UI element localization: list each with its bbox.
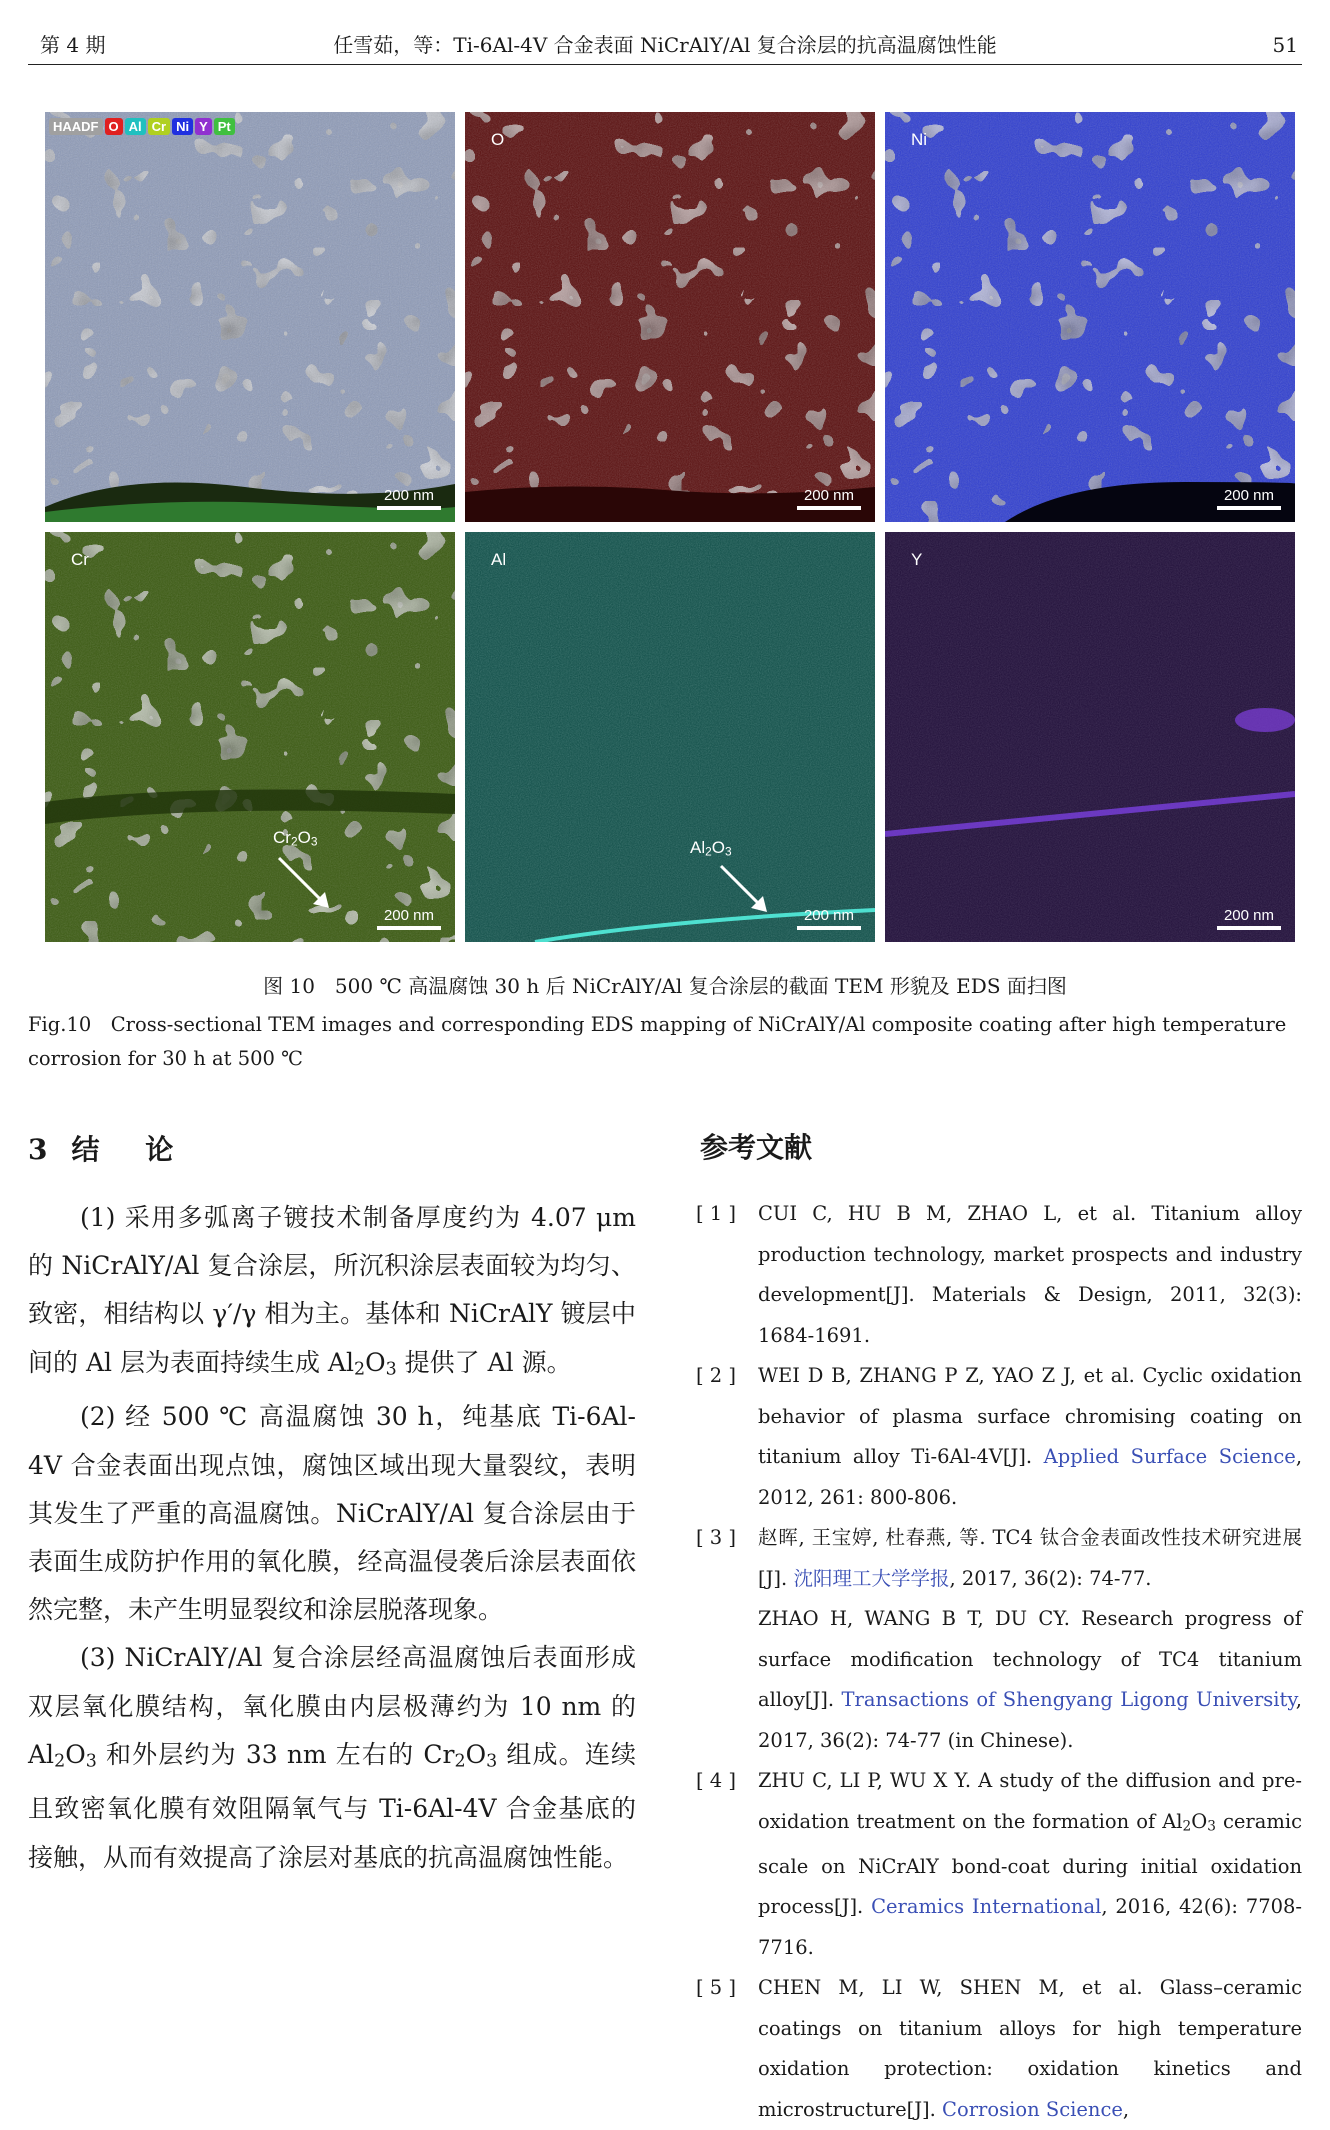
- chromium-map-image: [45, 532, 455, 942]
- reference-number: [ 3 ]: [696, 1526, 737, 1549]
- page-number: 51: [1272, 33, 1298, 57]
- references-heading: 参考文献: [700, 1131, 813, 1164]
- text-run: O: [65, 1739, 86, 1769]
- scale-bar: [797, 487, 861, 510]
- element-legend: [49, 118, 235, 135]
- panel-label: Ni: [911, 130, 928, 149]
- subscript: 3: [385, 1359, 397, 1380]
- running-header: [28, 28, 1302, 65]
- aluminum-map-image: [465, 532, 875, 942]
- oxygen-map-image: [465, 112, 875, 522]
- reference-number: [ 4 ]: [696, 1769, 737, 1792]
- conclusion-body: [28, 1194, 636, 1882]
- panel-label: Y: [911, 550, 923, 569]
- text-run: (1) 采用多弧离子镀技术制备厚度约为 4.07 μm 的 NiCrAlY/Al 复合涂层，所沉积涂层表面较为均匀、致密，相结构以 γ′/γ 相为主。基体和 NiCrAlY 镀层中间的 Al 层为表面持续生成 Al: [28, 1203, 636, 1377]
- legend-haadf: HAADF: [49, 118, 103, 135]
- reference-text: , 2017, 36(2): 74-77.: [949, 1566, 1152, 1590]
- conclusion-paragraph: [28, 1194, 636, 1393]
- running-title: 任雪茹，等：Ti-6Al-4V 合金表面 NiCrAlY/Al 复合涂层的抗高温腐蚀性能: [333, 33, 997, 57]
- text-run: 提供了 Al 源。: [396, 1347, 572, 1377]
- reference-text: , 2017, 36(2): 74-77 (in Chinese).: [758, 1688, 1302, 1752]
- figure-caption-cn: 图 10 500 ℃ 高温腐蚀 30 h 后 NiCrAlY/Al 复合涂层的截面 TEM 形貌及 EDS 面扫图: [263, 974, 1067, 998]
- annot-sub: 2: [705, 844, 712, 859]
- al2o3-annotation: [690, 838, 732, 858]
- reference-number: [ 5 ]: [696, 1976, 737, 2000]
- journal-link[interactable]: Applied Surface Science: [1043, 1445, 1296, 1468]
- haadf-overlay-image: [45, 112, 455, 522]
- reference-text: WEI D B, ZHANG P Z, YAO Z J, et al. Cyclic oxidation behavior of plasma surface chromising coating on titanium alloy Ti-6Al-4V[J].: [758, 1364, 1302, 1468]
- section-number: 3: [28, 1133, 50, 1166]
- reference-item: [696, 1968, 1302, 2130]
- annot-text: Cr: [273, 828, 291, 847]
- scale-label: 200 nm: [1223, 487, 1275, 504]
- scale-label: 200 nm: [383, 907, 435, 924]
- reference-text: CHEN M, LI W, SHEN M, et al. Glass–ceramic coatings on titanium alloys for high temperature oxidation protection: oxidation kinetics and microstructure[J].: [758, 1976, 1302, 2121]
- journal-link[interactable]: Corrosion Science: [942, 2097, 1123, 2121]
- scale-label: 200 nm: [803, 487, 855, 504]
- reference-text: ZHAO H, WANG B T, DU CY. Research progress of surface modification technology of TC4 titanium alloy[J].: [758, 1607, 1302, 1711]
- panel-label: O: [491, 130, 505, 149]
- scale-line: [1217, 506, 1281, 510]
- annot-text: Al: [690, 838, 706, 857]
- nickel-map-image: [885, 112, 1295, 522]
- annot-sub: 3: [724, 844, 732, 859]
- text-run: O: [365, 1347, 386, 1377]
- panel-nickel: [885, 112, 1295, 522]
- subscript: 3: [1207, 1818, 1216, 1835]
- subscript: 2: [54, 1751, 66, 1772]
- reference-text: ,: [1122, 2097, 1130, 2121]
- reference-text: CUI C, HU B M, ZHAO L, et al. Titanium alloy production technology, market prospects and industry development[J]. Materials & Design, 2011, 32(3): 1684-1691.: [758, 1202, 1302, 1347]
- annot-text: O: [297, 828, 311, 847]
- journal-link[interactable]: Transactions of Shengyang Ligong University: [841, 1688, 1296, 1711]
- panel-aluminum: [465, 532, 875, 942]
- reference-text: O: [1191, 1809, 1208, 1833]
- reference-text: , 2016, 42(6): 7708-7716.: [758, 1895, 1303, 1959]
- arrow-icon: [275, 854, 335, 914]
- reference-item: [696, 1518, 1302, 1761]
- scale-line: [797, 926, 861, 930]
- journal-link[interactable]: Ceramics International: [871, 1895, 1102, 1919]
- scale-line: [797, 506, 861, 510]
- scale-line: [377, 506, 441, 510]
- reference-text: , 2012, 261: 800-806.: [758, 1445, 1303, 1509]
- section-title: 结 论: [71, 1133, 192, 1166]
- legend-cr: Cr: [148, 118, 170, 135]
- reference-item: [696, 1194, 1302, 1356]
- panel-oxygen: [465, 112, 875, 522]
- subscript: 2: [454, 1751, 466, 1772]
- text-run: 组成。连续且致密氧化膜有效阻隔氧气与 Ti-6Al-4V 合金基底的接触，从而有效提高了涂层对基底的抗高温腐蚀性能。: [28, 1739, 636, 1872]
- reference-number: [ 2 ]: [696, 1364, 737, 1387]
- scale-label: 200 nm: [803, 907, 855, 924]
- scale-label: 200 nm: [1223, 907, 1275, 924]
- panel-label: Cr: [71, 550, 89, 569]
- annot-sub: 3: [310, 834, 318, 849]
- scale-bar: [377, 487, 441, 510]
- reference-text: ZHU C, LI P, WU X Y. A study of the diffusion and pre-oxidation treatment on the formation of Al: [758, 1769, 1302, 1833]
- section-heading: [28, 1128, 191, 1168]
- legend-al: Al: [125, 118, 146, 135]
- issue-number: 第 4 期: [40, 33, 106, 57]
- scale-bar: [1217, 907, 1281, 930]
- panel-yttrium: [885, 532, 1295, 942]
- scale-line: [1217, 926, 1281, 930]
- subscript: 2: [353, 1359, 366, 1380]
- conclusion-paragraph: [28, 1634, 636, 1882]
- text-run: 和外层约为 33 nm 左右的 Cr: [96, 1739, 455, 1769]
- subscript: 3: [486, 1751, 498, 1772]
- panel-chromium: [45, 532, 455, 942]
- reference-item: [696, 1356, 1302, 1518]
- arrow-icon: [717, 862, 777, 922]
- text-run: (3) NiCrAlY/Al 复合涂层经高温腐蚀后表面形成双层氧化膜结构，氧化膜由内层极薄约为 10 nm 的 Al: [28, 1643, 636, 1769]
- figure-10: [45, 112, 1295, 942]
- legend-y: Y: [195, 118, 212, 135]
- cr2o3-annotation: [273, 828, 317, 848]
- conclusion-paragraph: (2) 经 500 ℃ 高温腐蚀 30 h，纯基底 Ti-6Al-4V 合金表面出现点蚀，腐蚀区域出现大量裂纹，表明其发生了严重的高温腐蚀。NiCrAlY/Al 复合涂层由于表面生成防护作用的氧化膜，经高温侵袭后涂层表面依然完整，未产生明显裂纹和涂层脱落现象。: [28, 1402, 636, 1625]
- text-run: O: [465, 1739, 487, 1769]
- legend-pt: Pt: [214, 118, 235, 135]
- yttrium-map-image: [885, 532, 1295, 942]
- journal-link[interactable]: 沈阳理工大学学报: [793, 1566, 950, 1590]
- reference-number: [ 1 ]: [696, 1202, 737, 1225]
- annot-text: O: [711, 838, 725, 857]
- scale-line: [377, 926, 441, 930]
- subscript: 3: [85, 1751, 97, 1772]
- scale-bar: [1217, 487, 1281, 510]
- scale-label: 200 nm: [383, 487, 435, 504]
- figure-caption-en: Fig.10 Cross-sectional TEM images and corresponding EDS mapping of NiCrAlY/Al composite coating after high temperature corrosion for 30 h at 500 ℃: [28, 1013, 1287, 1070]
- reference-text: ceramic scale on NiCrAlY bond-coat during initial oxidation process[J].: [758, 1809, 1302, 1919]
- panel-label: Al: [491, 550, 507, 569]
- annot-sub: 2: [290, 834, 298, 849]
- reference-text: 赵晖, 王宝婷, 杜春燕, 等. TC4 钛合金表面改性技术研究进展[J].: [758, 1526, 1302, 1590]
- legend-ni: Ni: [172, 118, 193, 135]
- scale-bar: [377, 907, 441, 930]
- subscript: 2: [1182, 1818, 1192, 1835]
- reference-item: [696, 1761, 1302, 1968]
- scale-bar: [797, 907, 861, 930]
- legend-o: O: [105, 118, 123, 135]
- panel-haadf: [45, 112, 455, 522]
- reference-list: [696, 1194, 1302, 2130]
